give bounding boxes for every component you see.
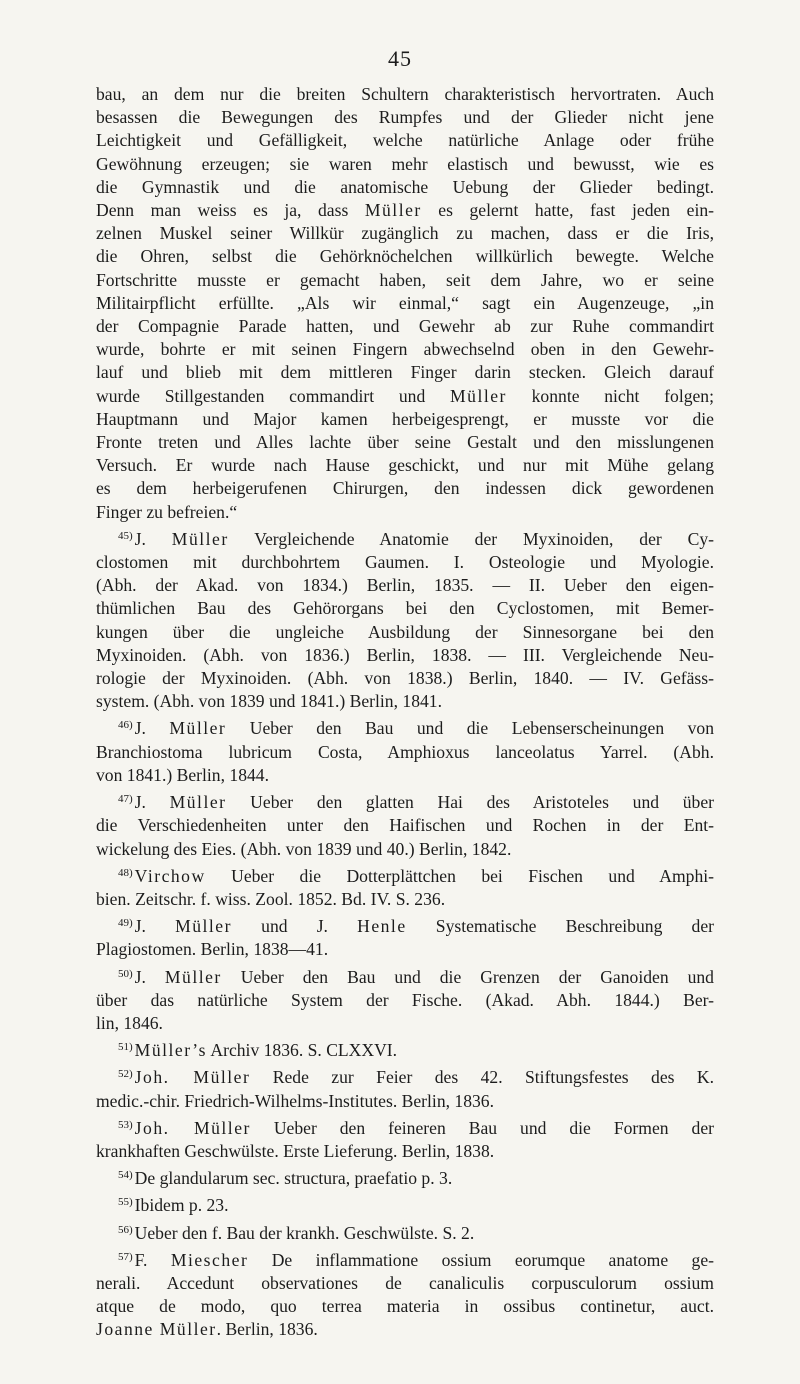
text-line xyxy=(96,129,714,152)
text-segment: Vergleichende Anatomie der Myxinoiden, der Cy- xyxy=(228,528,714,549)
text-line xyxy=(96,621,714,644)
text-segment: von 1841.) Berlin, 1844. xyxy=(96,764,269,785)
text-segment: krankhaften Geschwülste. Erste Lieferung. Berlin, 1838. xyxy=(96,1140,495,1161)
text-segment: lin, 1846. xyxy=(96,1012,163,1033)
text-segment: Branchiostoma lubricum Costa, Amphioxus lanceolatus Yarrel. (Abh. xyxy=(96,741,714,762)
text-line xyxy=(96,1036,714,1062)
text-line xyxy=(96,597,714,620)
spaced-name: Joanne Müller xyxy=(96,1319,217,1340)
text-line xyxy=(96,551,714,574)
spaced-name: Müller xyxy=(171,528,229,549)
text-line xyxy=(96,245,714,268)
spaced-name: Henle xyxy=(357,916,407,937)
spaced-name: Miescher xyxy=(170,1249,249,1270)
footnote xyxy=(96,714,714,787)
text-segment: Leichtigkeit und Gefälligkeit, welche natürliche Anlage oder frühe xyxy=(96,130,714,151)
text-line xyxy=(96,1140,714,1163)
text-line xyxy=(96,83,714,106)
text-line xyxy=(96,888,714,911)
text-segment: Ueber den Bau und die Lebenserscheinungen von xyxy=(226,718,714,739)
text-segment: Ueber den Bau und die Grenzen der Ganoiden und xyxy=(221,966,714,987)
spaced-name: Müller xyxy=(364,200,422,221)
spaced-name: Müller xyxy=(175,916,232,937)
text-segment: nerali. Accedunt observationes de canaliculis corpusculorum ossium xyxy=(96,1272,714,1293)
spaced-name: Müller xyxy=(164,966,222,987)
text-segment: Plagiostomen. Berlin, 1838—41. xyxy=(96,939,329,960)
text-segment: bau, an dem nur die breiten Schultern charakteristisch hervortraten. Auch xyxy=(96,84,714,104)
spaced-name: Joh. Müller xyxy=(134,1067,251,1088)
text-line xyxy=(96,741,714,764)
text-segment: über das natürliche System der Fische. (Akad. Abh. 1844.) Ber- xyxy=(96,989,714,1010)
text-segment: es dem herbeigerufenen Chirurgen, den indessen dick gewordenen xyxy=(96,478,714,499)
text-segment: Ueber den feineren Bau und die Formen der xyxy=(250,1117,714,1138)
footnote-number: 54) xyxy=(118,1169,133,1182)
text-segment: Fortschritte musste er gemacht haben, seit dem Jahre, wo er seine xyxy=(96,269,714,290)
text-line xyxy=(96,644,714,667)
footnote xyxy=(96,1219,714,1245)
text-segment: wurde, bohrte er mit seinen Fingern abwechselnd oben in den Gewehr- xyxy=(96,339,714,360)
text-segment: und J. xyxy=(231,916,358,937)
text-line xyxy=(96,292,714,315)
text-line xyxy=(96,222,714,245)
text-segment: Myxinoiden. (Abh. von 1836.) Berlin, 1838. — III. Vergleichende Neu- xyxy=(96,644,714,665)
text-line xyxy=(96,431,714,454)
text-line xyxy=(96,408,714,431)
text-segment: De inflammatione ossium eorumque anatome ge- xyxy=(248,1249,714,1270)
footnote xyxy=(96,1114,714,1163)
footnote-number: 53) xyxy=(118,1118,133,1131)
text-segment: Versuch. Er wurde nach Hause geschickt, und nur mit Mühe gelang xyxy=(96,455,714,476)
footnote-number: 47) xyxy=(118,793,133,806)
footnote-number: 49) xyxy=(118,917,133,930)
footnote xyxy=(96,963,714,1036)
text-line xyxy=(96,1012,714,1035)
spaced-name: Müller’s xyxy=(134,1040,207,1061)
text-line xyxy=(96,1114,714,1140)
text-line xyxy=(96,385,714,408)
text-segment: Ueber den f. Bau der krankh. Geschwülste. S. 2. xyxy=(134,1222,475,1243)
footnote xyxy=(96,1191,714,1217)
spaced-name: Joh. Müller xyxy=(134,1117,251,1138)
text-segment: thümlichen Bau des Gehörorgans bei den Cyclostomen, mit Bemer- xyxy=(96,598,714,619)
text-line xyxy=(96,788,714,814)
text-segment: kungen über die ungleiche Ausbildung der Sinnesorgane bei den xyxy=(96,621,714,642)
text-line xyxy=(96,525,714,551)
text-segment: die Gymnastik und die anatomische Uebung der Glieder bedingt. xyxy=(96,176,714,197)
text-segment: wickelung des Eies. (Abh. von 1839 und 40.) Berlin, 1842. xyxy=(96,838,512,859)
text-line xyxy=(96,269,714,292)
text-segment: J. xyxy=(134,528,172,549)
footnote xyxy=(96,1063,714,1112)
footnote-number: 46) xyxy=(118,719,133,732)
text-line xyxy=(96,338,714,361)
text-segment: Ueber den glatten Hai des Aristoteles und über xyxy=(226,792,714,813)
footnote xyxy=(96,1036,714,1062)
text-segment: Archiv 1836. S. CLXXVI. xyxy=(206,1040,398,1061)
text-line xyxy=(96,667,714,690)
text-segment: es gelernt hatte, fast jeden ein- xyxy=(421,200,715,221)
text-segment: (Abh. der Akad. von 1834.) Berlin, 1835. — II. Ueber den eigen- xyxy=(96,575,714,596)
footnote-number: 45) xyxy=(118,529,133,542)
text-line xyxy=(96,912,714,938)
footnote-number: 48) xyxy=(118,866,133,879)
text-segment: Ueber die Dotterplättchen bei Fischen und Amphi- xyxy=(205,865,714,886)
footnote-number: 51) xyxy=(118,1041,133,1054)
text-line xyxy=(96,106,714,129)
text-line xyxy=(96,814,714,837)
text-line xyxy=(96,938,714,961)
text-segment: die Ohren, selbst die Gehörknöchelchen willkürlich bewegte. Welche xyxy=(96,246,714,267)
footnote-number: 55) xyxy=(118,1196,133,1209)
text-line xyxy=(96,1295,714,1318)
text-line xyxy=(96,153,714,176)
text-line xyxy=(96,989,714,1012)
footnote-number: 56) xyxy=(118,1223,133,1236)
page-number: 45 xyxy=(388,46,412,71)
text-line xyxy=(96,764,714,787)
text-line xyxy=(96,690,714,713)
main-paragraph xyxy=(96,83,714,524)
footnote-number: 52) xyxy=(118,1068,133,1081)
text-line xyxy=(96,176,714,199)
text-segment: Gewöhnung erzeugen; sie waren mehr elastisch und bewusst, wie es xyxy=(96,153,714,174)
text-segment: Militairpflicht erfüllte. „Als wir einmal,“ sagt ein Augenzeuge, „in xyxy=(96,292,714,313)
footnote xyxy=(96,788,714,861)
text-segment: Rede zur Feier des 42. Stiftungsfestes des K. xyxy=(250,1067,714,1088)
text-line xyxy=(96,1318,714,1341)
text-segment: Ibidem p. 23. xyxy=(134,1195,229,1216)
text-segment: Denn man weiss es ja, dass xyxy=(96,200,365,221)
text-line xyxy=(96,1164,714,1190)
text-line xyxy=(96,501,714,524)
footnotes xyxy=(96,525,714,1342)
text-line xyxy=(96,199,714,222)
text-line xyxy=(96,477,714,500)
text-segment: clostomen mit durchbohrtem Gaumen. I. Osteologie und Myologie. xyxy=(96,552,714,573)
spaced-name: Virchow xyxy=(134,865,206,886)
text-segment: bien. Zeitschr. f. wiss. Zool. 1852. Bd. IV. S. 236. xyxy=(96,888,446,909)
text-line xyxy=(96,1063,714,1089)
spaced-name: Müller xyxy=(450,385,507,406)
text-line xyxy=(96,454,714,477)
text-segment: De glandularum sec. structura, praefatio p. 3. xyxy=(134,1168,453,1189)
text-segment: F. xyxy=(134,1249,171,1270)
footnote xyxy=(96,525,714,714)
text-line xyxy=(96,1219,714,1245)
text-segment: lauf und blieb mit dem mittleren Finger darin stecken. Gleich darauf xyxy=(96,362,714,383)
text-line xyxy=(96,862,714,888)
text-segment: system. (Abh. von 1839 und 1841.) Berlin, 1841. xyxy=(96,691,442,712)
spaced-name: Müller xyxy=(169,718,227,739)
text-segment: der Compagnie Parade hatten, und Gewehr ab zur Ruhe commandirt xyxy=(96,316,714,337)
text-segment: Fronte treten und Alles lachte über seine Gestalt und den misslungenen xyxy=(96,432,714,453)
footnote xyxy=(96,1164,714,1190)
text-line xyxy=(96,1090,714,1113)
text-segment: wurde Stillgestanden commandirt und xyxy=(96,385,450,406)
text-segment: besassen die Bewegungen des Rumpfes und der Glieder nicht jene xyxy=(96,107,714,128)
text-segment: Hauptmann und Major kamen herbeigesprengt, er musste vor die xyxy=(96,408,714,429)
text-segment: J. xyxy=(134,718,170,739)
footnote-number: 57) xyxy=(118,1250,133,1263)
text-line xyxy=(96,1272,714,1295)
text-segment: rologie der Myxinoiden. (Abh. von 1838.) Berlin, 1840. — IV. Gefäss- xyxy=(96,668,714,689)
text-segment: atque de modo, quo terrea materia in ossibus continetur, auct. xyxy=(96,1296,714,1317)
text-line xyxy=(96,1191,714,1217)
text-segment: Systematische Beschreibung der xyxy=(406,916,714,937)
text-line xyxy=(96,963,714,989)
text-line xyxy=(96,1246,714,1272)
text-segment: Finger zu befreien.“ xyxy=(96,501,238,522)
footnote xyxy=(96,1246,714,1342)
body-text xyxy=(96,83,714,1342)
text-segment: J. xyxy=(134,792,170,813)
text-segment: konnte nicht folgen; xyxy=(506,385,714,406)
text-segment: medic.-chir. Friedrich-Wilhelms-Institutes. Berlin, 1836. xyxy=(96,1090,494,1111)
text-line xyxy=(96,315,714,338)
text-line xyxy=(96,714,714,740)
text-line xyxy=(96,838,714,861)
footnote xyxy=(96,912,714,961)
footnote-number: 50) xyxy=(118,967,133,980)
text-segment: J. xyxy=(134,916,176,937)
text-segment: . Berlin, 1836. xyxy=(216,1319,318,1340)
text-line xyxy=(96,361,714,384)
spaced-name: Müller xyxy=(169,792,227,813)
text-segment: die Verschiedenheiten unter den Haifischen und Rochen in der Ent- xyxy=(96,815,714,836)
text-line xyxy=(96,574,714,597)
text-segment: J. xyxy=(134,966,165,987)
footnote xyxy=(96,862,714,911)
text-segment: zelnen Muskel seiner Willkür zugänglich zu machen, dass er die Iris, xyxy=(96,223,714,244)
